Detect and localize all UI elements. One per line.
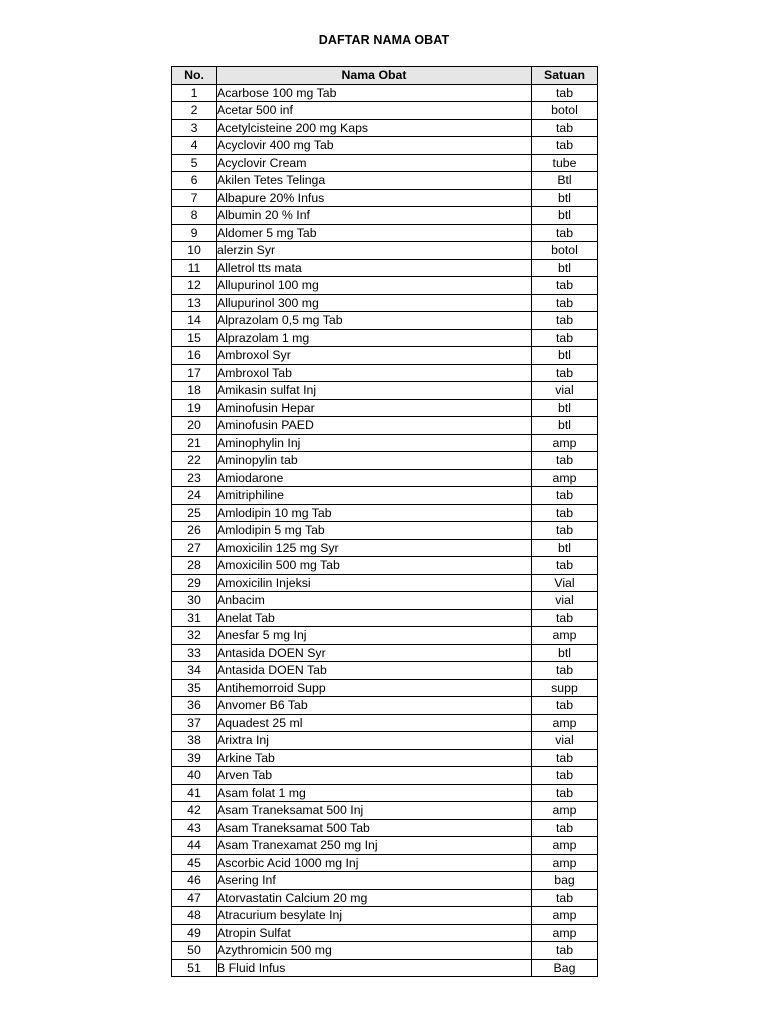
row-number-cell: 42 bbox=[172, 802, 217, 820]
drug-name-cell: Aminofusin Hepar bbox=[217, 399, 532, 417]
row-number-cell: 2 bbox=[172, 102, 217, 120]
unit-cell: btl bbox=[532, 417, 598, 435]
table-row bbox=[172, 644, 598, 662]
drug-name-cell: Anelat Tab bbox=[217, 609, 532, 627]
table-row bbox=[172, 364, 598, 382]
row-number-cell: 38 bbox=[172, 732, 217, 750]
table-row bbox=[172, 224, 598, 242]
row-number-cell: 14 bbox=[172, 312, 217, 330]
drug-name-cell: Asam Traneksamat 500 Inj bbox=[217, 802, 532, 820]
row-number-cell: 3 bbox=[172, 119, 217, 137]
drug-name-cell: Aminopylin tab bbox=[217, 452, 532, 470]
row-number-cell: 7 bbox=[172, 189, 217, 207]
row-number-cell: 4 bbox=[172, 137, 217, 155]
drug-name-cell: Arkine Tab bbox=[217, 749, 532, 767]
unit-cell: btl bbox=[532, 189, 598, 207]
row-number-cell: 32 bbox=[172, 627, 217, 645]
row-number-cell: 19 bbox=[172, 399, 217, 417]
row-number-cell: 39 bbox=[172, 749, 217, 767]
row-number-cell: 12 bbox=[172, 277, 217, 295]
row-number-cell: 1 bbox=[172, 84, 217, 102]
table-row bbox=[172, 154, 598, 172]
table-row bbox=[172, 469, 598, 487]
unit-cell: tab bbox=[532, 889, 598, 907]
unit-cell: tab bbox=[532, 84, 598, 102]
row-number-cell: 51 bbox=[172, 959, 217, 977]
drug-name-cell: Ambroxol Tab bbox=[217, 364, 532, 382]
row-number-cell: 18 bbox=[172, 382, 217, 400]
unit-cell: tube bbox=[532, 154, 598, 172]
table-row bbox=[172, 714, 598, 732]
row-number-cell: 31 bbox=[172, 609, 217, 627]
drug-name-cell: Amlodipin 10 mg Tab bbox=[217, 504, 532, 522]
table-row bbox=[172, 802, 598, 820]
table-row bbox=[172, 137, 598, 155]
table-row bbox=[172, 627, 598, 645]
table-row bbox=[172, 434, 598, 452]
drug-name-cell: Amiodarone bbox=[217, 469, 532, 487]
table-row bbox=[172, 592, 598, 610]
drug-name-cell: Atorvastatin Calcium 20 mg bbox=[217, 889, 532, 907]
table-row bbox=[172, 959, 598, 977]
unit-cell: tab bbox=[532, 504, 598, 522]
table-row bbox=[172, 662, 598, 680]
unit-cell: tab bbox=[532, 522, 598, 540]
unit-cell: botol bbox=[532, 102, 598, 120]
drug-name-cell: Amoxicilin Injeksi bbox=[217, 574, 532, 592]
drug-name-cell: Atracurium besylate Inj bbox=[217, 907, 532, 925]
row-number-cell: 22 bbox=[172, 452, 217, 470]
row-number-cell: 46 bbox=[172, 872, 217, 890]
row-number-cell: 36 bbox=[172, 697, 217, 715]
table-row bbox=[172, 942, 598, 960]
drug-name-cell: Amoxicilin 125 mg Syr bbox=[217, 539, 532, 557]
unit-cell: tab bbox=[532, 364, 598, 382]
row-number-cell: 35 bbox=[172, 679, 217, 697]
unit-cell: btl bbox=[532, 644, 598, 662]
unit-cell: amp bbox=[532, 907, 598, 925]
row-number-cell: 8 bbox=[172, 207, 217, 225]
row-number-cell: 33 bbox=[172, 644, 217, 662]
row-number-cell: 45 bbox=[172, 854, 217, 872]
unit-cell: tab bbox=[532, 784, 598, 802]
unit-cell: tab bbox=[532, 294, 598, 312]
unit-cell: tab bbox=[532, 487, 598, 505]
drug-name-cell: alerzin Syr bbox=[217, 242, 532, 260]
row-number-cell: 17 bbox=[172, 364, 217, 382]
unit-cell: Btl bbox=[532, 172, 598, 190]
unit-cell: tab bbox=[532, 277, 598, 295]
drug-name-cell: Asam Tranexamat 250 mg Inj bbox=[217, 837, 532, 855]
unit-cell: btl bbox=[532, 347, 598, 365]
table-row bbox=[172, 417, 598, 435]
drug-name-cell: Aminofusin PAED bbox=[217, 417, 532, 435]
row-number-cell: 20 bbox=[172, 417, 217, 435]
table-row bbox=[172, 784, 598, 802]
drug-name-cell: Asering Inf bbox=[217, 872, 532, 890]
row-number-cell: 25 bbox=[172, 504, 217, 522]
table-row bbox=[172, 242, 598, 260]
row-number-cell: 15 bbox=[172, 329, 217, 347]
table-row bbox=[172, 329, 598, 347]
unit-cell: amp bbox=[532, 837, 598, 855]
drug-name-cell: Albumin 20 % Inf bbox=[217, 207, 532, 225]
unit-cell: vial bbox=[532, 382, 598, 400]
unit-cell: amp bbox=[532, 802, 598, 820]
unit-cell: amp bbox=[532, 434, 598, 452]
row-number-cell: 27 bbox=[172, 539, 217, 557]
table-row bbox=[172, 574, 598, 592]
drug-name-cell: Aldomer 5 mg Tab bbox=[217, 224, 532, 242]
table-row bbox=[172, 312, 598, 330]
row-number-cell: 11 bbox=[172, 259, 217, 277]
drug-name-cell: Asam folat 1 mg bbox=[217, 784, 532, 802]
drug-name-cell: Acyclovir 400 mg Tab bbox=[217, 137, 532, 155]
table-row bbox=[172, 102, 598, 120]
unit-cell: tab bbox=[532, 697, 598, 715]
table-row bbox=[172, 732, 598, 750]
table-row bbox=[172, 679, 598, 697]
row-number-cell: 16 bbox=[172, 347, 217, 365]
unit-cell: tab bbox=[532, 137, 598, 155]
row-number-cell: 44 bbox=[172, 837, 217, 855]
table-row bbox=[172, 487, 598, 505]
table-row bbox=[172, 522, 598, 540]
drug-name-cell: Aquadest 25 ml bbox=[217, 714, 532, 732]
drug-name-cell: Allupurinol 100 mg bbox=[217, 277, 532, 295]
drug-name-cell: Antasida DOEN Tab bbox=[217, 662, 532, 680]
drug-name-cell: Acetar 500 inf bbox=[217, 102, 532, 120]
unit-cell: tab bbox=[532, 662, 598, 680]
table-row bbox=[172, 119, 598, 137]
drug-name-cell: Arven Tab bbox=[217, 767, 532, 785]
table-row bbox=[172, 907, 598, 925]
drug-name-cell: Arixtra Inj bbox=[217, 732, 532, 750]
row-number-cell: 26 bbox=[172, 522, 217, 540]
row-number-cell: 40 bbox=[172, 767, 217, 785]
row-number-cell: 24 bbox=[172, 487, 217, 505]
unit-cell: Vial bbox=[532, 574, 598, 592]
drug-name-cell: Amitriphiline bbox=[217, 487, 532, 505]
row-number-cell: 48 bbox=[172, 907, 217, 925]
table-row bbox=[172, 749, 598, 767]
unit-cell: btl bbox=[532, 207, 598, 225]
drug-name-cell: Asam Traneksamat 500 Tab bbox=[217, 819, 532, 837]
drug-list-table bbox=[171, 66, 598, 977]
table-header-row bbox=[172, 67, 598, 85]
row-number-cell: 29 bbox=[172, 574, 217, 592]
table-row bbox=[172, 347, 598, 365]
unit-cell: tab bbox=[532, 557, 598, 575]
table-row bbox=[172, 172, 598, 190]
unit-cell: btl bbox=[532, 259, 598, 277]
row-number-cell: 23 bbox=[172, 469, 217, 487]
table-row bbox=[172, 767, 598, 785]
table-row bbox=[172, 924, 598, 942]
unit-cell: tab bbox=[532, 452, 598, 470]
drug-name-cell: B Fluid Infus bbox=[217, 959, 532, 977]
drug-name-cell: Alletrol tts mata bbox=[217, 259, 532, 277]
drug-name-cell: Amikasin sulfat Inj bbox=[217, 382, 532, 400]
row-number-cell: 37 bbox=[172, 714, 217, 732]
unit-cell: tab bbox=[532, 819, 598, 837]
table-row bbox=[172, 557, 598, 575]
column-header-unit: Satuan bbox=[532, 67, 598, 85]
drug-name-cell: Ascorbic Acid 1000 mg Inj bbox=[217, 854, 532, 872]
unit-cell: amp bbox=[532, 924, 598, 942]
row-number-cell: 13 bbox=[172, 294, 217, 312]
row-number-cell: 47 bbox=[172, 889, 217, 907]
table-row bbox=[172, 504, 598, 522]
row-number-cell: 6 bbox=[172, 172, 217, 190]
table-row bbox=[172, 259, 598, 277]
drug-name-cell: Anbacim bbox=[217, 592, 532, 610]
row-number-cell: 10 bbox=[172, 242, 217, 260]
table-row bbox=[172, 399, 598, 417]
drug-name-cell: Alprazolam 0,5 mg Tab bbox=[217, 312, 532, 330]
unit-cell: btl bbox=[532, 539, 598, 557]
table-row bbox=[172, 819, 598, 837]
unit-cell: amp bbox=[532, 854, 598, 872]
column-header-no: No. bbox=[172, 67, 217, 85]
unit-cell: Bag bbox=[532, 959, 598, 977]
table-row bbox=[172, 207, 598, 225]
unit-cell: botol bbox=[532, 242, 598, 260]
row-number-cell: 28 bbox=[172, 557, 217, 575]
table-row bbox=[172, 539, 598, 557]
unit-cell: tab bbox=[532, 767, 598, 785]
drug-name-cell: Alprazolam 1 mg bbox=[217, 329, 532, 347]
row-number-cell: 41 bbox=[172, 784, 217, 802]
row-number-cell: 5 bbox=[172, 154, 217, 172]
table-row bbox=[172, 189, 598, 207]
unit-cell: amp bbox=[532, 627, 598, 645]
unit-cell: tab bbox=[532, 224, 598, 242]
row-number-cell: 34 bbox=[172, 662, 217, 680]
unit-cell: tab bbox=[532, 312, 598, 330]
unit-cell: amp bbox=[532, 469, 598, 487]
unit-cell: tab bbox=[532, 329, 598, 347]
drug-name-cell: Albapure 20% Infus bbox=[217, 189, 532, 207]
row-number-cell: 50 bbox=[172, 942, 217, 960]
row-number-cell: 21 bbox=[172, 434, 217, 452]
table-row bbox=[172, 854, 598, 872]
drug-name-cell: Acyclovir Cream bbox=[217, 154, 532, 172]
row-number-cell: 49 bbox=[172, 924, 217, 942]
document-title: DAFTAR NAMA OBAT bbox=[318, 33, 450, 47]
drug-name-cell: Akilen Tetes Telinga bbox=[217, 172, 532, 190]
unit-cell: bag bbox=[532, 872, 598, 890]
table-row bbox=[172, 382, 598, 400]
drug-name-cell: Azythromicin 500 mg bbox=[217, 942, 532, 960]
drug-name-cell: Ambroxol Syr bbox=[217, 347, 532, 365]
row-number-cell: 9 bbox=[172, 224, 217, 242]
drug-name-cell: Amlodipin 5 mg Tab bbox=[217, 522, 532, 540]
unit-cell: vial bbox=[532, 592, 598, 610]
drug-name-cell: Anesfar 5 mg Inj bbox=[217, 627, 532, 645]
unit-cell: supp bbox=[532, 679, 598, 697]
drug-name-cell: Anvomer B6 Tab bbox=[217, 697, 532, 715]
unit-cell: tab bbox=[532, 119, 598, 137]
column-header-name: Nama Obat bbox=[217, 67, 532, 85]
table-row bbox=[172, 889, 598, 907]
unit-cell: vial bbox=[532, 732, 598, 750]
table-row bbox=[172, 294, 598, 312]
table-row bbox=[172, 277, 598, 295]
table-body bbox=[172, 84, 598, 977]
table-row bbox=[172, 452, 598, 470]
unit-cell: tab bbox=[532, 609, 598, 627]
drug-name-cell: Antihemorroid Supp bbox=[217, 679, 532, 697]
table-row bbox=[172, 837, 598, 855]
row-number-cell: 43 bbox=[172, 819, 217, 837]
drug-name-cell: Allupurinol 300 mg bbox=[217, 294, 532, 312]
table-row bbox=[172, 609, 598, 627]
drug-name-cell: Aminophylin Inj bbox=[217, 434, 532, 452]
unit-cell: tab bbox=[532, 749, 598, 767]
drug-name-cell: Amoxicilin 500 mg Tab bbox=[217, 557, 532, 575]
table-row bbox=[172, 697, 598, 715]
drug-name-cell: Atropin Sulfat bbox=[217, 924, 532, 942]
unit-cell: tab bbox=[532, 942, 598, 960]
unit-cell: amp bbox=[532, 714, 598, 732]
drug-name-cell: Acarbose 100 mg Tab bbox=[217, 84, 532, 102]
drug-name-cell: Acetylcisteine 200 mg Kaps bbox=[217, 119, 532, 137]
table-row bbox=[172, 872, 598, 890]
row-number-cell: 30 bbox=[172, 592, 217, 610]
drug-name-cell: Antasida DOEN Syr bbox=[217, 644, 532, 662]
unit-cell: btl bbox=[532, 399, 598, 417]
table-row bbox=[172, 84, 598, 102]
